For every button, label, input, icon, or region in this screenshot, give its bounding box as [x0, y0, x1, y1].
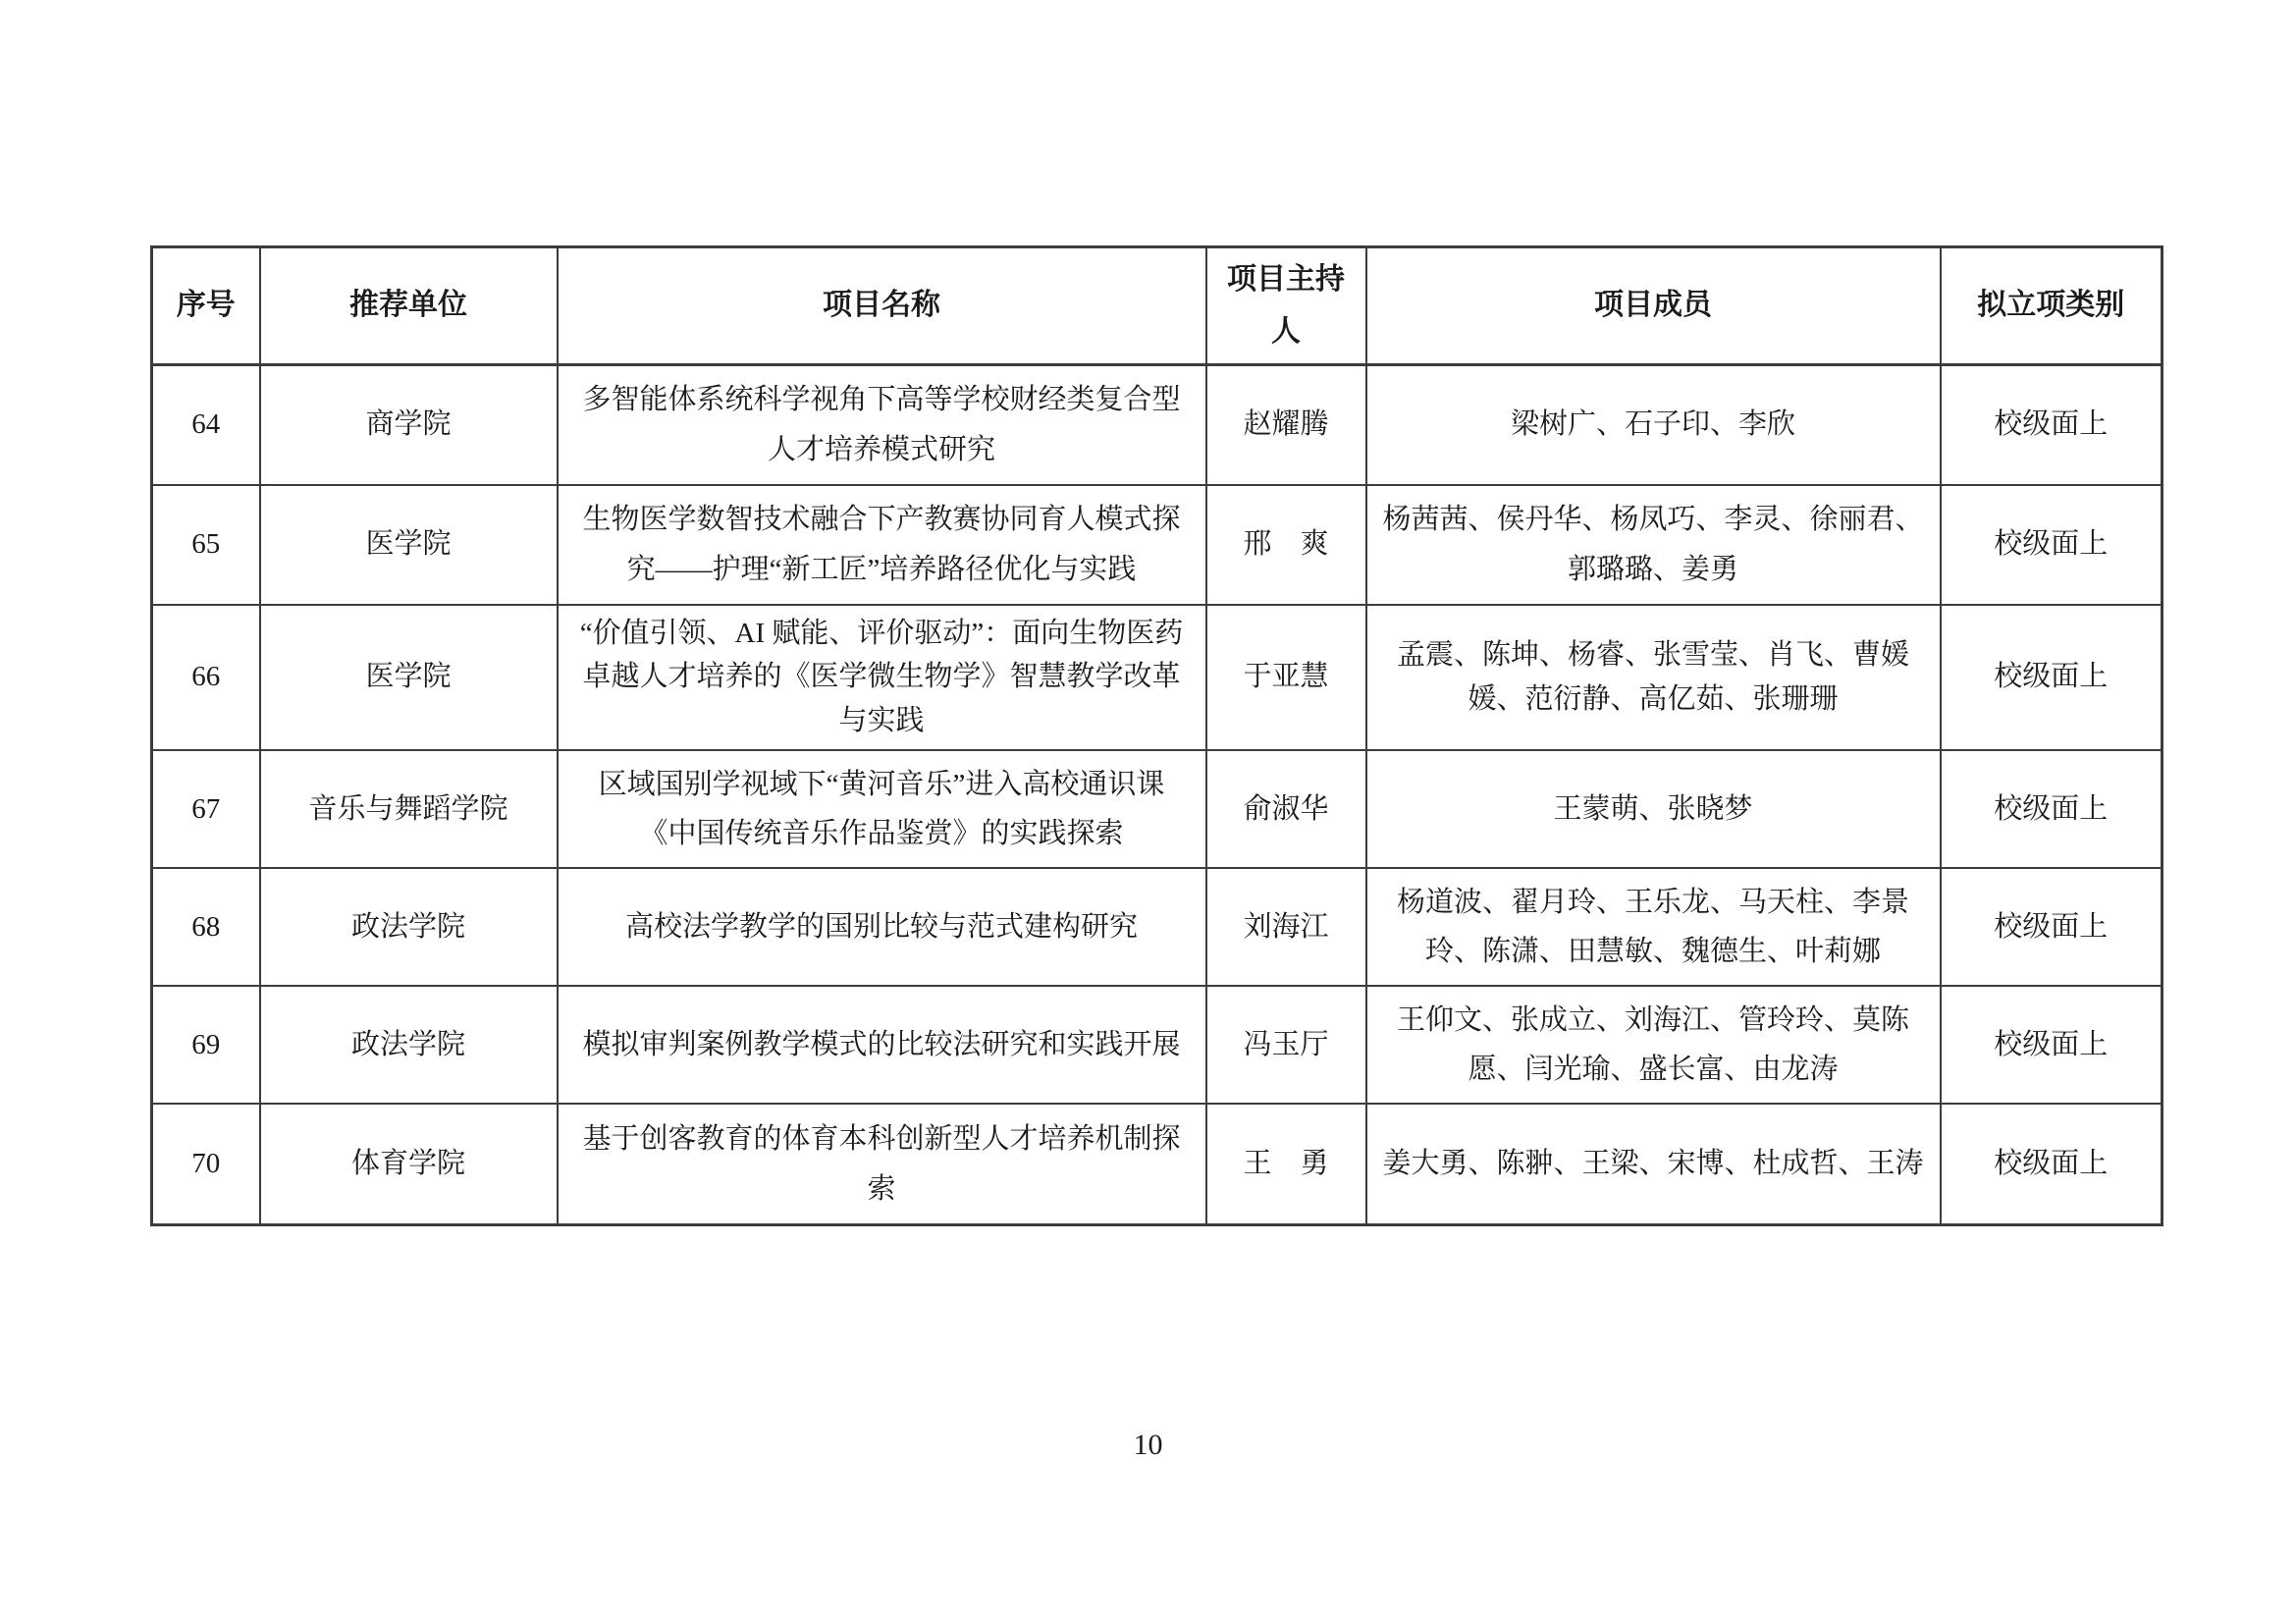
cell-project-title: 模拟审判案例教学模式的比较法研究和实践开展: [558, 986, 1206, 1104]
header-project-members: 项目成员: [1366, 247, 1941, 365]
cell-project-title: 区域国别学视域下“黄河音乐”进入高校通识课《中国传统音乐作品鉴赏》的实践探索: [558, 750, 1206, 868]
cell-project-title: 高校法学教学的国别比较与范式建构研究: [558, 868, 1206, 986]
cell-serial-number: 68: [152, 868, 260, 986]
cell-category: 校级面上: [1941, 365, 2163, 485]
cell-recommending-unit: 政法学院: [260, 868, 558, 986]
cell-project-leader: 于亚慧: [1206, 605, 1366, 751]
cell-recommending-unit: 医学院: [260, 605, 558, 751]
cell-project-leader: 赵耀腾: [1206, 365, 1366, 485]
header-project-leader: 项目主持人: [1206, 247, 1366, 365]
header-serial-number: 序号: [152, 247, 260, 365]
cell-serial-number: 67: [152, 750, 260, 868]
cell-project-members: 姜大勇、陈翀、王梁、宋博、杜成哲、王涛: [1366, 1104, 1941, 1224]
cell-category: 校级面上: [1941, 750, 2163, 868]
cell-project-title: 基于创客教育的体育本科创新型人才培养机制探索: [558, 1104, 1206, 1224]
cell-project-leader: 俞淑华: [1206, 750, 1366, 868]
header-project-title: 项目名称: [558, 247, 1206, 365]
table-row: [152, 1104, 2163, 1224]
cell-project-leader: 冯玉厅: [1206, 986, 1366, 1104]
cell-category: 校级面上: [1941, 868, 2163, 986]
cell-serial-number: 70: [152, 1104, 260, 1224]
cell-project-members: 孟震、陈坤、杨睿、张雪莹、肖飞、曹媛媛、范衍静、高亿茹、张珊珊: [1366, 605, 1941, 751]
page-number: 10: [1133, 1429, 1163, 1461]
table-row: [152, 986, 2163, 1104]
cell-recommending-unit: 政法学院: [260, 986, 558, 1104]
cell-project-leader: 刘海江: [1206, 868, 1366, 986]
cell-project-members: 杨道波、翟月玲、王乐龙、马天柱、李景玲、陈潇、田慧敏、魏德生、叶莉娜: [1366, 868, 1941, 986]
cell-category: 校级面上: [1941, 605, 2163, 751]
cell-recommending-unit: 商学院: [260, 365, 558, 485]
cell-category: 校级面上: [1941, 485, 2163, 605]
table-row: [152, 485, 2163, 605]
cell-category: 校级面上: [1941, 1104, 2163, 1224]
cell-project-members: 王蒙萌、张晓梦: [1366, 750, 1941, 868]
table-row: [152, 365, 2163, 485]
cell-serial-number: 64: [152, 365, 260, 485]
cell-project-leader: 邢 爽: [1206, 485, 1366, 605]
cell-serial-number: 66: [152, 605, 260, 751]
cell-category: 校级面上: [1941, 986, 2163, 1104]
cell-project-members: 梁树广、石子印、李欣: [1366, 365, 1941, 485]
table-row: [152, 750, 2163, 868]
cell-recommending-unit: 体育学院: [260, 1104, 558, 1224]
header-category: 拟立项类别: [1941, 247, 2163, 365]
cell-serial-number: 65: [152, 485, 260, 605]
cell-recommending-unit: 医学院: [260, 485, 558, 605]
header-recommending-unit: 推荐单位: [260, 247, 558, 365]
cell-recommending-unit: 音乐与舞蹈学院: [260, 750, 558, 868]
project-approval-table: [150, 245, 2163, 1226]
cell-project-title: 生物医学数智技术融合下产教赛协同育人模式探究——护理“新工匠”培养路径优化与实践: [558, 485, 1206, 605]
cell-project-title: “价值引领、AI 赋能、评价驱动”：面向生物医药卓越人才培养的《医学微生物学》智慧教学改革与实践: [558, 605, 1206, 751]
cell-serial-number: 69: [152, 986, 260, 1104]
table-row: [152, 605, 2163, 751]
cell-project-title: 多智能体系统科学视角下高等学校财经类复合型人才培养模式研究: [558, 365, 1206, 485]
cell-project-leader: 王 勇: [1206, 1104, 1366, 1224]
table-row: [152, 868, 2163, 986]
table-header-row: [152, 247, 2163, 365]
cell-project-members: 王仰文、张成立、刘海江、管玲玲、莫陈愿、闫光瑜、盛长富、由龙涛: [1366, 986, 1941, 1104]
cell-project-members: 杨茜茜、侯丹华、杨凤巧、李灵、徐丽君、郭璐璐、姜勇: [1366, 485, 1941, 605]
